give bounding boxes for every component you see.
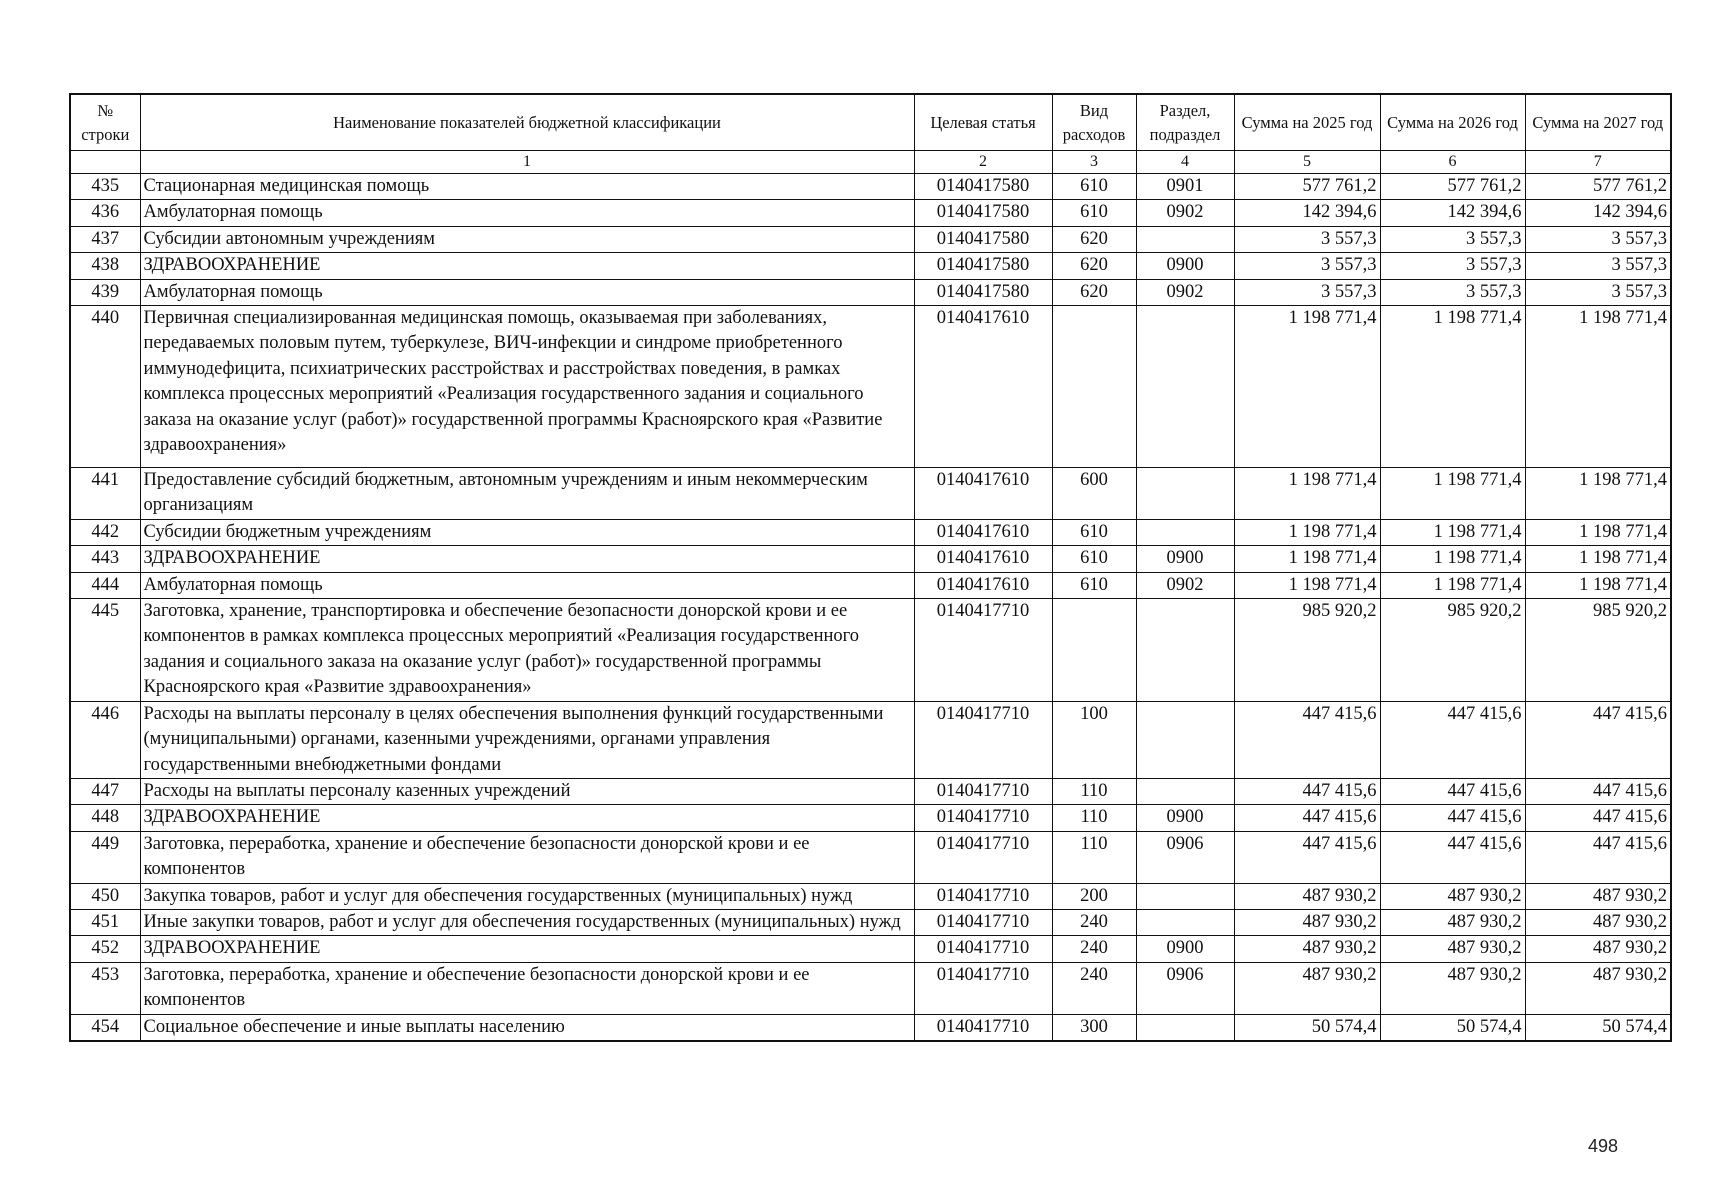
amount-2025: 1 198 771,4 bbox=[1234, 572, 1380, 598]
section-code: 0906 bbox=[1136, 831, 1234, 883]
row-name: Заготовка, переработка, хранение и обеспечение безопасности донорской крови и ее компонентов bbox=[140, 962, 914, 1014]
header-2027: Сумма на 2027 год bbox=[1525, 94, 1671, 151]
row-name: Иные закупки товаров, работ и услуг для обеспечения государственных (муниципальных) нужд bbox=[140, 909, 914, 935]
amount-2026: 487 930,2 bbox=[1380, 962, 1525, 1014]
target-article: 0140417710 bbox=[914, 831, 1052, 883]
table-row bbox=[70, 831, 1671, 883]
table-row bbox=[70, 519, 1671, 545]
table-row bbox=[70, 1014, 1671, 1041]
amount-2026: 577 761,2 bbox=[1380, 174, 1525, 200]
expense-type: 100 bbox=[1052, 701, 1136, 778]
amount-2027: 50 574,4 bbox=[1525, 1014, 1671, 1041]
row-number: 441 bbox=[70, 468, 140, 520]
table-body bbox=[70, 174, 1671, 1041]
expense-type: 200 bbox=[1052, 883, 1136, 909]
section-code bbox=[1136, 1014, 1234, 1041]
amount-2027: 487 930,2 bbox=[1525, 962, 1671, 1014]
amount-2027: 447 415,6 bbox=[1525, 805, 1671, 831]
target-article: 0140417610 bbox=[914, 519, 1052, 545]
expense-type: 600 bbox=[1052, 468, 1136, 520]
amount-2027: 1 198 771,4 bbox=[1525, 546, 1671, 572]
table-header bbox=[70, 94, 1671, 174]
expense-type: 300 bbox=[1052, 1014, 1136, 1041]
row-number: 451 bbox=[70, 909, 140, 935]
header-2026: Сумма на 2026 год bbox=[1380, 94, 1525, 151]
row-name: Амбулаторная помощь bbox=[140, 279, 914, 305]
amount-2027: 142 394,6 bbox=[1525, 200, 1671, 226]
row-name: Заготовка, переработка, хранение и обеспечение безопасности донорской крови и ее компонентов bbox=[140, 831, 914, 883]
section-code bbox=[1136, 599, 1234, 702]
target-article: 0140417710 bbox=[914, 599, 1052, 702]
section-code bbox=[1136, 778, 1234, 804]
amount-2026: 487 930,2 bbox=[1380, 883, 1525, 909]
table-row bbox=[70, 200, 1671, 226]
amount-2027: 1 198 771,4 bbox=[1525, 306, 1671, 468]
expense-type: 620 bbox=[1052, 226, 1136, 252]
section-code: 0900 bbox=[1136, 546, 1234, 572]
row-name: Заготовка, хранение, транспортировка и обеспечение безопасности донорской крови и ее компонентов в рамках комплекса процессных мероприятий «Реализация государственного задания и социального заказа на оказание услуг (работ)» государственной программы Красноярского края «Развитие здравоохранения» bbox=[140, 599, 914, 702]
table-row bbox=[70, 778, 1671, 804]
section-code: 0902 bbox=[1136, 200, 1234, 226]
section-code bbox=[1136, 226, 1234, 252]
row-number: 438 bbox=[70, 253, 140, 279]
section-code bbox=[1136, 909, 1234, 935]
row-name: Амбулаторная помощь bbox=[140, 572, 914, 598]
row-number: 437 bbox=[70, 226, 140, 252]
row-name: Стационарная медицинская помощь bbox=[140, 174, 914, 200]
amount-2025: 487 930,2 bbox=[1234, 883, 1380, 909]
amount-2027: 487 930,2 bbox=[1525, 909, 1671, 935]
amount-2025: 577 761,2 bbox=[1234, 174, 1380, 200]
row-name: ЗДРАВООХРАНЕНИЕ bbox=[140, 805, 914, 831]
header-name: Наименование показателей бюджетной классификации bbox=[140, 94, 914, 151]
expense-type bbox=[1052, 306, 1136, 468]
column-number: 3 bbox=[1052, 151, 1136, 174]
section-code bbox=[1136, 883, 1234, 909]
section-code bbox=[1136, 519, 1234, 545]
amount-2027: 1 198 771,4 bbox=[1525, 572, 1671, 598]
table-row bbox=[70, 174, 1671, 200]
amount-2025: 3 557,3 bbox=[1234, 253, 1380, 279]
target-article: 0140417710 bbox=[914, 909, 1052, 935]
table-row bbox=[70, 805, 1671, 831]
table-row bbox=[70, 468, 1671, 520]
target-article: 0140417710 bbox=[914, 936, 1052, 962]
table-row bbox=[70, 226, 1671, 252]
table-row bbox=[70, 572, 1671, 598]
expense-type: 240 bbox=[1052, 936, 1136, 962]
amount-2027: 1 198 771,4 bbox=[1525, 519, 1671, 545]
row-name: Субсидии бюджетным учреждениям bbox=[140, 519, 914, 545]
amount-2026: 3 557,3 bbox=[1380, 226, 1525, 252]
row-name: Социальное обеспечение и иные выплаты населению bbox=[140, 1014, 914, 1041]
amount-2026: 447 415,6 bbox=[1380, 778, 1525, 804]
section-code: 0902 bbox=[1136, 279, 1234, 305]
header-vr: Вид расходов bbox=[1052, 94, 1136, 151]
table-row bbox=[70, 253, 1671, 279]
page-number: 498 bbox=[1588, 1136, 1619, 1156]
section-code bbox=[1136, 306, 1234, 468]
target-article: 0140417710 bbox=[914, 805, 1052, 831]
amount-2026: 447 415,6 bbox=[1380, 805, 1525, 831]
target-article: 0140417610 bbox=[914, 572, 1052, 598]
amount-2026: 3 557,3 bbox=[1380, 279, 1525, 305]
expense-type: 610 bbox=[1052, 572, 1136, 598]
amount-2025: 142 394,6 bbox=[1234, 200, 1380, 226]
column-number: 2 bbox=[914, 151, 1052, 174]
amount-2026: 1 198 771,4 bbox=[1380, 546, 1525, 572]
row-name: ЗДРАВООХРАНЕНИЕ bbox=[140, 546, 914, 572]
row-number: 452 bbox=[70, 936, 140, 962]
column-number: 5 bbox=[1234, 151, 1380, 174]
row-name: Закупка товаров, работ и услуг для обеспечения государственных (муниципальных) нужд bbox=[140, 883, 914, 909]
amount-2026: 985 920,2 bbox=[1380, 599, 1525, 702]
amount-2025: 1 198 771,4 bbox=[1234, 468, 1380, 520]
expense-type: 110 bbox=[1052, 831, 1136, 883]
amount-2026: 1 198 771,4 bbox=[1380, 468, 1525, 520]
amount-2027: 1 198 771,4 bbox=[1525, 468, 1671, 520]
target-article: 0140417710 bbox=[914, 1014, 1052, 1041]
target-article: 0140417580 bbox=[914, 200, 1052, 226]
section-code: 0901 bbox=[1136, 174, 1234, 200]
row-number: 436 bbox=[70, 200, 140, 226]
header-2025: Сумма на 2025 год bbox=[1234, 94, 1380, 151]
section-code: 0906 bbox=[1136, 962, 1234, 1014]
table-row bbox=[70, 936, 1671, 962]
row-name: Первичная специализированная медицинская помощь, оказываемая при заболеваниях, передаваемых половым путем, туберкулезе, ВИЧ-инфекции и синдроме приобретенного иммунодефицита, психиатрических расстройствах и расстройствах поведения, в рамках комплекса процессных мероприятий «Реализация государственного задания и социального заказа на оказание услуг (работ)» государственной программы Красноярского края «Развитие здравоохранения» bbox=[140, 306, 914, 468]
row-number: 446 bbox=[70, 701, 140, 778]
row-name: Амбулаторная помощь bbox=[140, 200, 914, 226]
header-kcsr: Целевая статья bbox=[914, 94, 1052, 151]
section-code: 0902 bbox=[1136, 572, 1234, 598]
header-rz: Раздел, подраздел bbox=[1136, 94, 1234, 151]
amount-2025: 447 415,6 bbox=[1234, 831, 1380, 883]
amount-2026: 487 930,2 bbox=[1380, 909, 1525, 935]
section-code: 0900 bbox=[1136, 253, 1234, 279]
row-number: 449 bbox=[70, 831, 140, 883]
column-number: 6 bbox=[1380, 151, 1525, 174]
target-article: 0140417580 bbox=[914, 226, 1052, 252]
column-number: 7 bbox=[1525, 151, 1671, 174]
amount-2027: 447 415,6 bbox=[1525, 831, 1671, 883]
amount-2026: 447 415,6 bbox=[1380, 701, 1525, 778]
target-article: 0140417610 bbox=[914, 468, 1052, 520]
amount-2025: 447 415,6 bbox=[1234, 701, 1380, 778]
table-row bbox=[70, 909, 1671, 935]
table-row bbox=[70, 306, 1671, 468]
amount-2027: 447 415,6 bbox=[1525, 778, 1671, 804]
section-code: 0900 bbox=[1136, 805, 1234, 831]
amount-2027: 577 761,2 bbox=[1525, 174, 1671, 200]
column-number: 1 bbox=[140, 151, 914, 174]
row-number: 444 bbox=[70, 572, 140, 598]
expense-type bbox=[1052, 599, 1136, 702]
table-row bbox=[70, 883, 1671, 909]
expense-type: 620 bbox=[1052, 279, 1136, 305]
row-number: 447 bbox=[70, 778, 140, 804]
target-article: 0140417610 bbox=[914, 306, 1052, 468]
expense-type: 620 bbox=[1052, 253, 1136, 279]
amount-2025: 1 198 771,4 bbox=[1234, 306, 1380, 468]
amount-2026: 1 198 771,4 bbox=[1380, 519, 1525, 545]
amount-2025: 447 415,6 bbox=[1234, 778, 1380, 804]
section-code: 0900 bbox=[1136, 936, 1234, 962]
column-number: 4 bbox=[1136, 151, 1234, 174]
section-code bbox=[1136, 701, 1234, 778]
amount-2025: 1 198 771,4 bbox=[1234, 546, 1380, 572]
amount-2026: 447 415,6 bbox=[1380, 831, 1525, 883]
expense-type: 110 bbox=[1052, 805, 1136, 831]
row-number: 454 bbox=[70, 1014, 140, 1041]
table-row bbox=[70, 962, 1671, 1014]
amount-2026: 3 557,3 bbox=[1380, 253, 1525, 279]
header-row-no: № строки bbox=[70, 94, 140, 151]
amount-2026: 487 930,2 bbox=[1380, 936, 1525, 962]
amount-2025: 3 557,3 bbox=[1234, 279, 1380, 305]
row-name: Расходы на выплаты персоналу казенных учреждений bbox=[140, 778, 914, 804]
row-number: 442 bbox=[70, 519, 140, 545]
budget-table bbox=[69, 93, 1672, 1042]
amount-2027: 3 557,3 bbox=[1525, 253, 1671, 279]
target-article: 0140417710 bbox=[914, 778, 1052, 804]
row-number: 439 bbox=[70, 279, 140, 305]
amount-2025: 985 920,2 bbox=[1234, 599, 1380, 702]
amount-2026: 50 574,4 bbox=[1380, 1014, 1525, 1041]
row-number: 450 bbox=[70, 883, 140, 909]
table-row bbox=[70, 701, 1671, 778]
amount-2025: 487 930,2 bbox=[1234, 936, 1380, 962]
row-number: 440 bbox=[70, 306, 140, 468]
row-number: 448 bbox=[70, 805, 140, 831]
target-article: 0140417610 bbox=[914, 546, 1052, 572]
target-article: 0140417580 bbox=[914, 253, 1052, 279]
amount-2025: 487 930,2 bbox=[1234, 909, 1380, 935]
row-number: 453 bbox=[70, 962, 140, 1014]
amount-2025: 487 930,2 bbox=[1234, 962, 1380, 1014]
amount-2027: 487 930,2 bbox=[1525, 883, 1671, 909]
amount-2027: 447 415,6 bbox=[1525, 701, 1671, 778]
amount-2026: 1 198 771,4 bbox=[1380, 306, 1525, 468]
table-row bbox=[70, 599, 1671, 702]
expense-type: 610 bbox=[1052, 519, 1136, 545]
table-row bbox=[70, 546, 1671, 572]
row-number: 443 bbox=[70, 546, 140, 572]
row-name: Предоставление субсидий бюджетным, автономным учреждениям и иным некоммерческим организациям bbox=[140, 468, 914, 520]
table-row bbox=[70, 279, 1671, 305]
section-code bbox=[1136, 468, 1234, 520]
target-article: 0140417710 bbox=[914, 883, 1052, 909]
amount-2026: 1 198 771,4 bbox=[1380, 572, 1525, 598]
amount-2027: 985 920,2 bbox=[1525, 599, 1671, 702]
amount-2027: 487 930,2 bbox=[1525, 936, 1671, 962]
amount-2025: 3 557,3 bbox=[1234, 226, 1380, 252]
amount-2025: 50 574,4 bbox=[1234, 1014, 1380, 1041]
amount-2025: 447 415,6 bbox=[1234, 805, 1380, 831]
expense-type: 610 bbox=[1052, 546, 1136, 572]
target-article: 0140417580 bbox=[914, 279, 1052, 305]
expense-type: 240 bbox=[1052, 909, 1136, 935]
expense-type: 110 bbox=[1052, 778, 1136, 804]
amount-2027: 3 557,3 bbox=[1525, 226, 1671, 252]
amount-2027: 3 557,3 bbox=[1525, 279, 1671, 305]
target-article: 0140417580 bbox=[914, 174, 1052, 200]
row-name: ЗДРАВООХРАНЕНИЕ bbox=[140, 936, 914, 962]
row-name: ЗДРАВООХРАНЕНИЕ bbox=[140, 253, 914, 279]
amount-2025: 1 198 771,4 bbox=[1234, 519, 1380, 545]
column-number bbox=[70, 151, 140, 174]
target-article: 0140417710 bbox=[914, 962, 1052, 1014]
row-number: 435 bbox=[70, 174, 140, 200]
row-name: Субсидии автономным учреждениям bbox=[140, 226, 914, 252]
expense-type: 610 bbox=[1052, 200, 1136, 226]
expense-type: 610 bbox=[1052, 174, 1136, 200]
row-name: Расходы на выплаты персоналу в целях обеспечения выполнения функций государственными (муниципальными) органами, казенными учреждениями, органами управления государственными внебюджетными фондами bbox=[140, 701, 914, 778]
expense-type: 240 bbox=[1052, 962, 1136, 1014]
row-number: 445 bbox=[70, 599, 140, 702]
amount-2026: 142 394,6 bbox=[1380, 200, 1525, 226]
target-article: 0140417710 bbox=[914, 701, 1052, 778]
